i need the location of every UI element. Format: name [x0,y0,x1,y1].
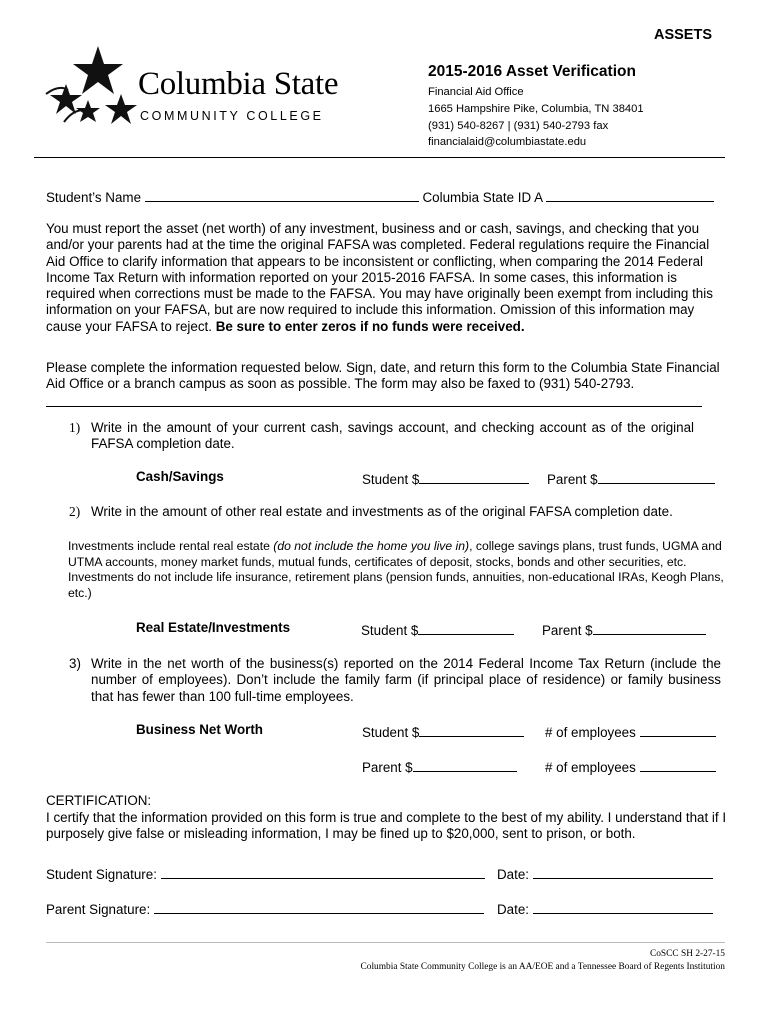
parent-date-field[interactable] [533,899,713,914]
footer-statement: Columbia State Community College is an AA/EOE and a Tennessee Board of Regents Institution [360,962,725,972]
item-2-text: Write in the amount of other real estate and investments as of the original FAFSA completion date. [91,504,673,519]
parent-date-row [497,899,713,918]
form-code: CoSCC SH 2-27-15 [649,949,725,959]
footer-divider [46,942,725,943]
business-student-row [362,722,524,741]
office-address: 1665 Hampshire Pike, Columbia, TN 38401 [428,103,644,115]
office-name: Financial Aid Office [428,86,524,98]
student-info-row [46,187,726,206]
cash-parent-row [547,469,715,488]
intro-emphasis: Be sure to enter zeros if no funds were received. [215,318,525,334]
business-parent-label: Parent $ [362,760,413,775]
student-name-field[interactable] [145,187,419,202]
office-email: financialaid@columbiastate.edu [428,136,587,148]
instructions-divider [46,406,702,407]
student-signature-field[interactable] [161,864,485,879]
instructions-paragraph: Please complete the information requested below. Sign, date, and return this form to the Columbia State Financial Aid Office or a branch campus as soon as possible. The form may also be faxed to (931) 540-2793. [46,360,720,392]
student-id-label: Columbia State ID A [422,190,543,205]
cash-student-label: Student $ [362,472,420,487]
investments-note [68,539,725,601]
real-estate-parent-label: Parent $ [542,623,593,638]
real-estate-student-field[interactable] [418,620,514,635]
student-date-label: Date: [497,867,530,882]
real-estate-label: Real Estate/Investments [136,620,291,635]
logo-subtitle: COMMUNITY COLLEGE [140,109,324,123]
cash-student-field[interactable] [419,469,529,484]
real-estate-student-row [361,620,514,639]
student-employees-label: # of employees [545,725,636,740]
item-1-text: Write in the amount of your current cash, savings account, and checking account as of the original FAFSA completion date. [91,420,694,452]
business-parent-field[interactable] [413,757,517,772]
student-date-field[interactable] [533,864,713,879]
stars-icon [44,44,139,134]
student-employees-field[interactable] [640,722,716,737]
parent-employees-row [545,757,716,776]
item-3-number: 3) [69,656,81,671]
investments-note-start: Investments include rental real estate [68,539,270,553]
cash-parent-label: Parent $ [547,472,598,487]
student-name-label: Student’s Name [46,190,142,205]
college-logo [44,44,369,134]
parent-signature-label: Parent Signature: [46,902,151,917]
intro-paragraph [46,221,727,335]
certification-heading: CERTIFICATION: [46,793,152,808]
item-1-number: 1) [69,420,81,435]
parent-date-label: Date: [497,902,530,917]
parent-employees-field[interactable] [640,757,716,772]
item-2-number: 2) [69,504,81,519]
parent-signature-field[interactable] [154,899,484,914]
student-signature-label: Student Signature: [46,867,157,882]
section-label: ASSETS [653,27,712,43]
header-divider [34,157,725,158]
business-student-field[interactable] [419,722,524,737]
business-student-label: Student $ [362,725,420,740]
certification-text: I certify that the information provided on this form is true and complete to the best of my ability. I understand that if I purposely give false or misleading information, I may be fined up to $20,000, sent to prison, or both. [46,810,727,842]
item-3-text: Write in the net worth of the business(s) reported on the 2014 Federal Income Tax Return (include the number of employees). Don’t include the family farm (if principal place of residence) or family business that has fewer than 100 full-time employees. [91,656,721,704]
cash-student-row [362,469,529,488]
real-estate-parent-field[interactable] [593,620,706,635]
business-net-worth-label: Business Net Worth [136,722,263,737]
investments-note-italic: (do not include the home you live in) [273,539,470,553]
student-employees-row [545,722,716,741]
investments-note-rest: , college savings plans, trust funds, UGMA and UTMA accounts, money market funds, mutual funds, certificates of deposit, stocks, bonds and other securities, etc. Investments do not include life insurance, retirement plans (pension funds, annuities, non-educational IRAs, Keogh Plans, etc.) [68,539,724,600]
student-date-row [497,864,713,883]
intro-text: You must report the asset (net worth) of any investment, business and or cash, savings, and checking that you and/or your parents had at the time the original FAFSA was completed. Federal regulations require the Financial Aid Office to clarify information that appears to be inconsistent or conflicting, when comparing the 2014 Federal Income Tax Return with information reported on your 2015-2016 FAFSA. In some cases, this information is required when corrections must be made to the FAFSA. You may have originally been exempt from including this information on your FAFSA, but are now required to include this information. Omission of this information may cause your FAFSA to reject. [46,221,713,334]
cash-parent-field[interactable] [598,469,715,484]
logo-name: Columbia State [138,66,339,102]
real-estate-parent-row [542,620,706,639]
student-id-field[interactable] [546,187,714,202]
office-phones: (931) 540-8267 | (931) 540-2793 fax [428,120,609,132]
parent-employees-label: # of employees [545,760,636,775]
cash-savings-label: Cash/Savings [136,469,224,484]
student-signature-row [46,864,485,883]
parent-signature-row [46,899,484,918]
form-title: 2015-2016 Asset Verification [428,63,636,80]
real-estate-student-label: Student $ [361,623,419,638]
business-parent-row [362,757,517,776]
